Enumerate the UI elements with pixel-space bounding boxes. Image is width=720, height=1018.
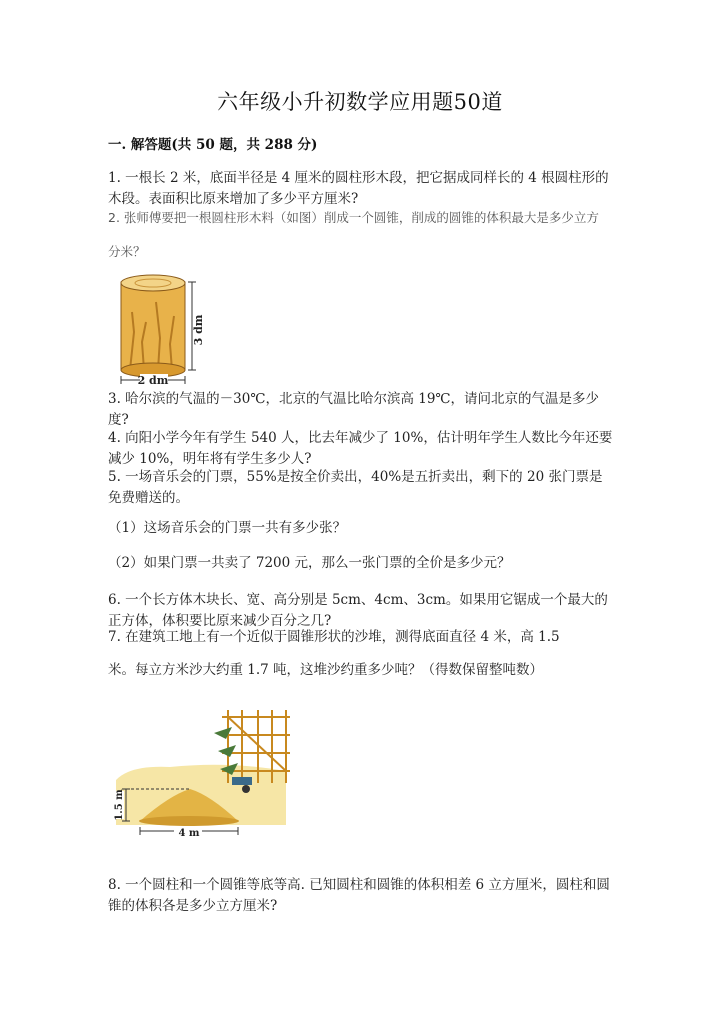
question-5-sub-2: （2）如果门票一共卖了 7200 元，那么一张门票的全价是多少元？ (108, 555, 511, 571)
question-4: 4. 向阳小学今年有学生 540 人，比去年减少了 10%，估计明年学生人数比今年还要减少 10%，明年将有学生多少人? (108, 430, 613, 467)
question-7-line-2: 米。每立方米沙大约重 1.7 吨，这堆沙约重多少吨？（得数保留整吨数） (108, 662, 544, 678)
log-diameter-label: 2 dm (137, 374, 169, 387)
question-3: 3. 哈尔滨的气温的－30℃，北京的气温比哈尔滨高 19℃，请问北京的气温是多少度? (108, 391, 600, 428)
log-figure (112, 272, 212, 390)
question-5: 5. 一场音乐会的门票，55%是按全价卖出，40%是五折卖出，剩下的 20 张门票是免费赠送的。 (108, 469, 603, 506)
section-heading: 一. 解答题(共 50 题，共 288 分) (108, 137, 318, 153)
question-8: 8. 一个圆柱和一个圆锥等底等高. 已知圆柱和圆锥的体积相差 6 立方厘米，圆柱和圆锥的体积各是多少立方厘米? (108, 877, 610, 914)
question-7-line-1: 7. 在建筑工地上有一个近似于圆锥形状的沙堆，测得底面直径 4 米，高 1.5 (108, 629, 560, 645)
question-2-line-2: 分米？ (108, 244, 146, 259)
question-6: 6. 一个长方体木块长、宽、高分别是 5cm、4cm、3cm。如果用它锯成一个最大的正方体，体积要比原来减少百分之几? (108, 592, 608, 629)
question-1: 1. 一根长 2 米，底面半径是 4 厘米的圆柱形木段，把它据成同样长的 4 根圆柱形的木段。表面积比原来增加了多少平方厘米? (108, 170, 609, 207)
question-5-sub-1: （1）这场音乐会的门票一共有多少张？ (108, 520, 347, 536)
question-2-line-1: 2. 张师傅要把一根圆柱形木料（如图）削成一个圆锥，削成的圆锥的体积最大是多少立方 (108, 210, 599, 225)
log-height-label: 3 dm (192, 314, 205, 346)
page-title: 六年级小升初数学应用题50道 (217, 90, 503, 114)
sand-pile-figure (110, 705, 295, 840)
sand-height-label: 1.5 m (114, 789, 125, 821)
sand-diameter-label: 4 m (178, 828, 200, 839)
